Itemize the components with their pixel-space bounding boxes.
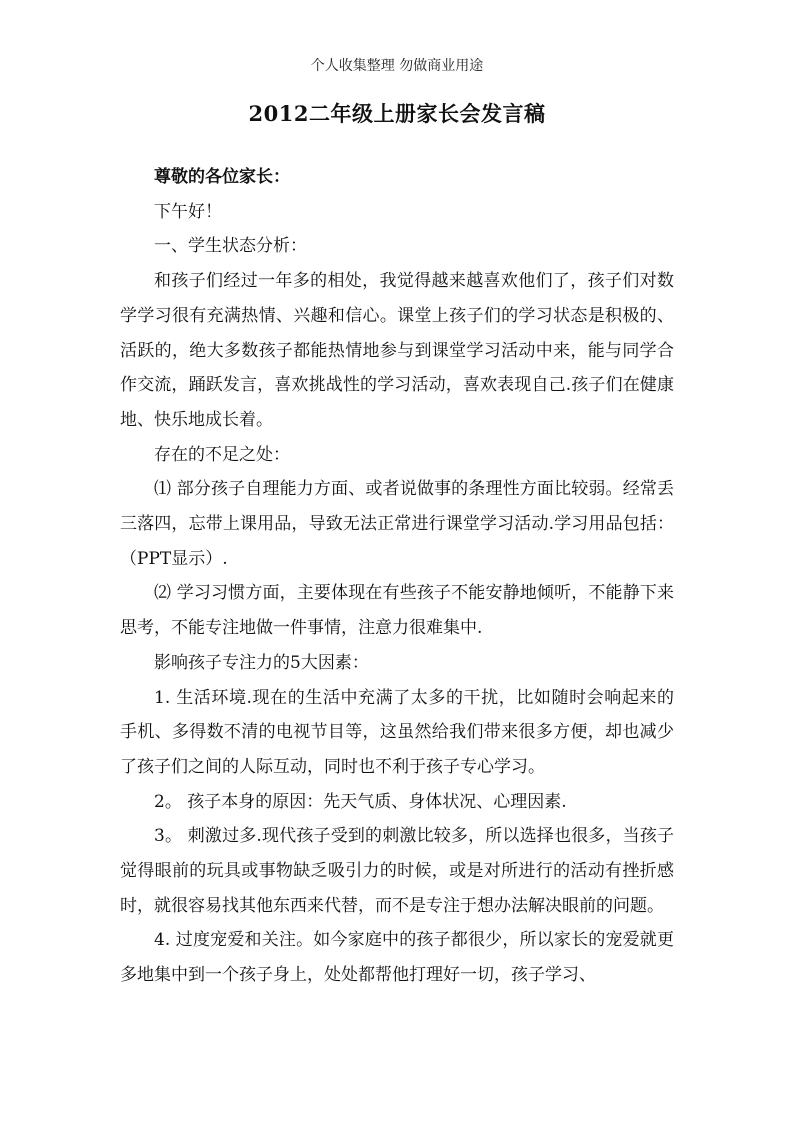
factor-item-2: 2。 孩子本身的原因：先天气质、身体状况、心理因素. — [154, 791, 567, 812]
shortcoming-item-2: ⑵ 学习习惯方面，主要体现在有些孩子不能安静地倾听，不能静下来思考，不能专注地做一件事情，注意力很难集中. — [120, 583, 674, 639]
factor-item-4: 4. 过度宠爱和关注。如今家庭中的孩子都很少，所以家长的宠爱就更多地集中到一个孩子身上，处处都帮他打理好一切，孩子学习、 — [120, 930, 674, 986]
factors-heading: 影响孩子专注力的5大因素： — [154, 652, 369, 673]
salutation: 尊敬的各位家长： — [154, 167, 290, 187]
shortcomings-heading: 存在的不足之处： — [154, 444, 290, 465]
shortcoming-item-1: ⑴ 部分孩子自理能力方面、或者说做事的条理性方面比较弱。经常丢三落四，忘带上课用品，导致无法正常进行课堂学习活动.学习用品包括：（PPT显示）. — [120, 479, 674, 569]
factor-item-1: 1. 生活环境.现在的生活中充满了太多的干扰，比如随时会响起来的手机、多得数不清的电视节目等，这虽然给我们带来很多方便，却也减少了孩子们之间的人际互动，同时也不利于孩子专心学习。 — [120, 687, 674, 777]
page-header-note: 个人收集整理 勿做商业用途 — [310, 58, 484, 74]
document-title: 2012二年级上册家长会发言稿 — [248, 101, 546, 126]
document-body — [120, 160, 674, 993]
section-heading-student-status: 一、学生状态分析： — [154, 236, 307, 257]
factor-item-3: 3。 刺激过多.现代孩子受到的刺激比较多，所以选择也很多，当孩子觉得眼前的玩具或事物缺乏吸引力的时候，或是对所进行的活动有挫折感时，就很容易找其他东西来代替，而不是专注于想办法解决眼前的问题。 — [120, 826, 674, 916]
paragraph-student-status: 和孩子们经过一年多的相处，我觉得越来越喜欢他们了，孩子们对数学学习很有充满热情、兴趣和信心。课堂上孩子们的学习状态是积极的、活跃的，绝大多数孩子都能热情地参与到课堂学习活动中来，能与同学合作交流，踊跃发言，喜欢挑战性的学习活动，喜欢表现自己.孩子们在健康地、快乐地成长着。 — [120, 271, 674, 430]
greeting: 下午好！ — [154, 201, 222, 222]
